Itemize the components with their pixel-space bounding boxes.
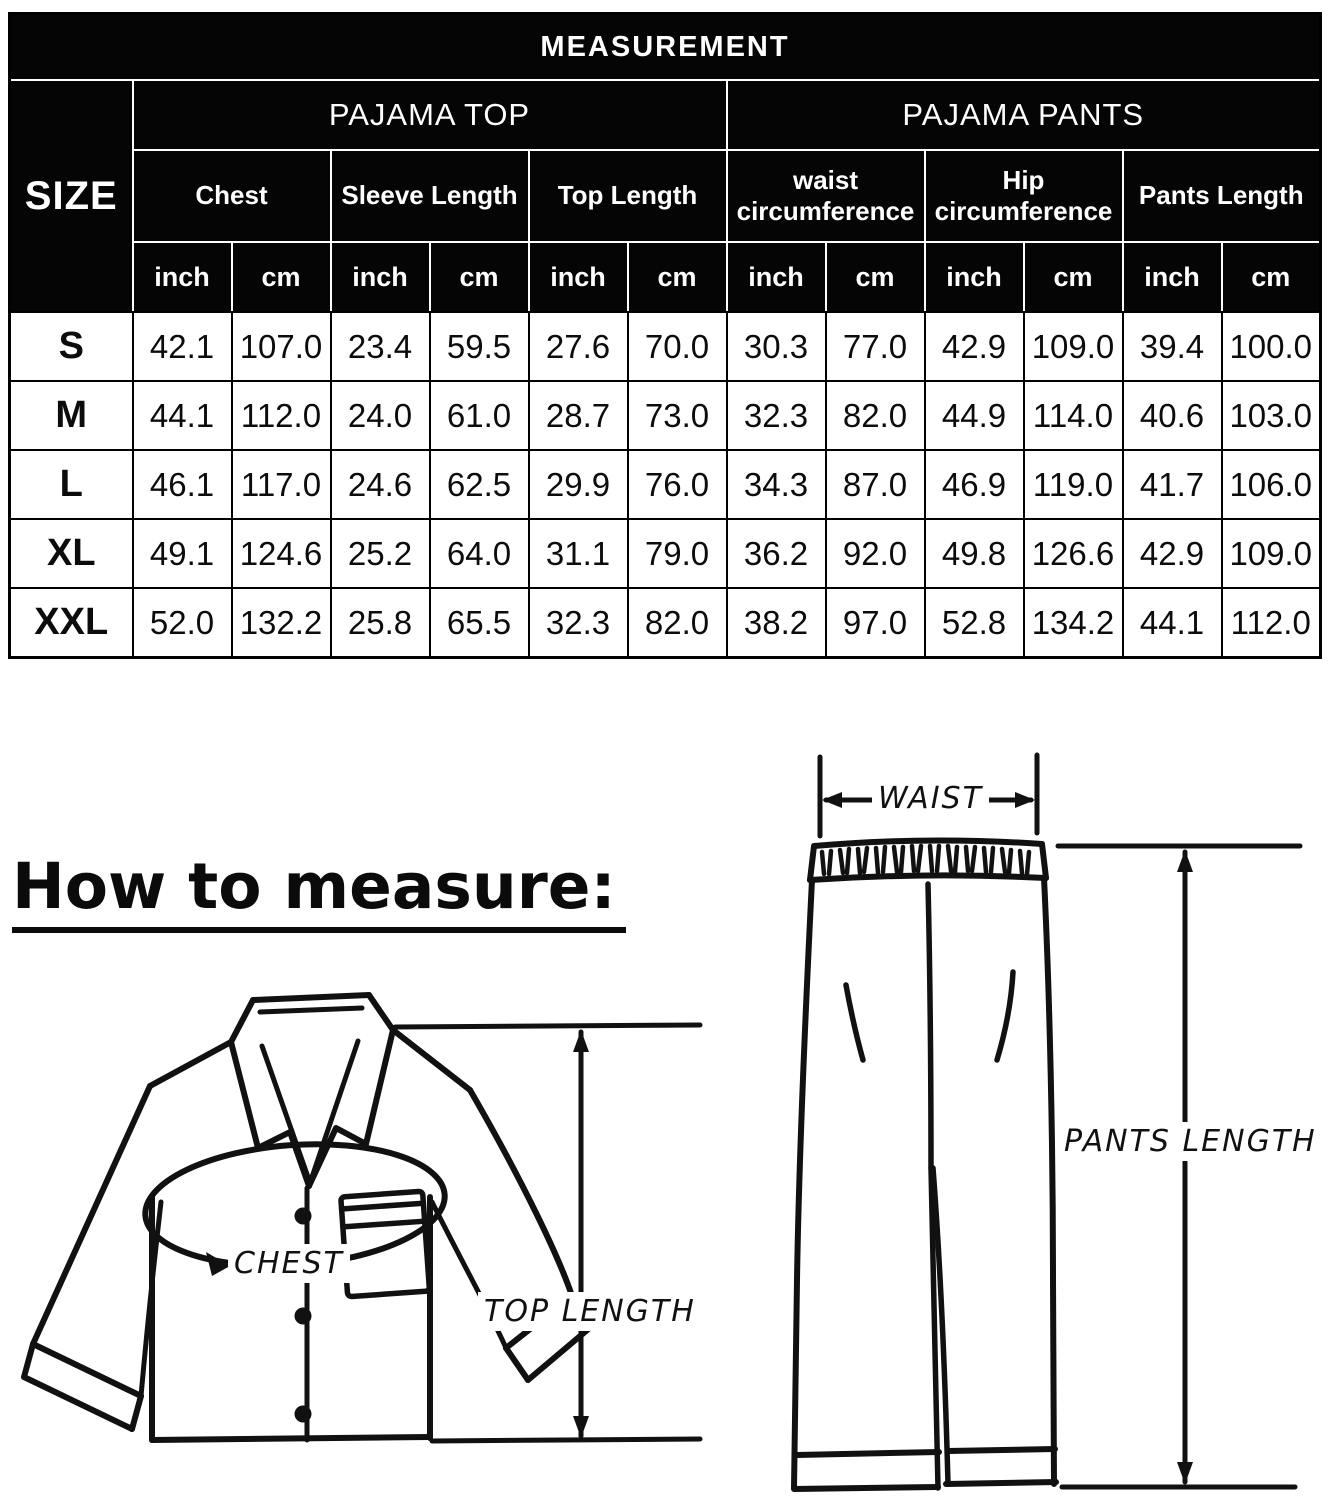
unit-header: inch [331,242,430,312]
measurement-value: 34.3 [727,450,826,519]
measurement-value: 132.2 [232,588,331,658]
measurement-value: 41.7 [1123,450,1222,519]
measurement-value: 25.8 [331,588,430,658]
size-label: L [10,450,133,519]
measurement-value: 49.8 [925,519,1024,588]
measurement-value: 46.9 [925,450,1024,519]
measurement-value: 44.9 [925,381,1024,450]
size-label: XXL [10,588,133,658]
unit-header: cm [232,242,331,312]
button-dot [295,1406,312,1423]
garment-group-row [10,80,1321,150]
measurement-value: 29.9 [529,450,628,519]
column-header: Top Length [529,150,727,242]
column-header: Hip circumference [925,150,1123,242]
column-header: Sleeve Length [331,150,529,242]
measurement-value: 114.0 [1024,381,1123,450]
measurement-value: 38.2 [727,588,826,658]
pants-length-label: PANTS LENGTH [1058,1122,1323,1161]
measurement-value: 134.2 [1024,588,1123,658]
unit-header: inch [727,242,826,312]
size-row [10,381,1321,450]
column-header: Chest [133,150,331,242]
size-label: S [10,312,133,381]
unit-header: inch [529,242,628,312]
measurement-value: 40.6 [1123,381,1222,450]
measurement-value: 109.0 [1024,312,1123,381]
button-dot [295,1208,312,1225]
measurement-value: 27.6 [529,312,628,381]
measurement-value: 77.0 [826,312,925,381]
measurement-value: 124.6 [232,519,331,588]
measure-illustration [0,700,1330,1500]
measurement-value: 23.4 [331,312,430,381]
measurement-value: 52.8 [925,588,1024,658]
measurement-value: 119.0 [1024,450,1123,519]
pajama-pants-group-header: PAJAMA PANTS [727,80,1321,150]
measurement-value: 44.1 [1123,588,1222,658]
how-to-measure-heading: How to measure: [12,850,626,933]
measurement-value: 42.9 [1123,519,1222,588]
measurement-value: 49.1 [133,519,232,588]
unit-header: inch [1123,242,1222,312]
size-row [10,519,1321,588]
column-header-row [10,150,1321,242]
pajama-pants-drawing [794,840,1056,1489]
measurement-value: 112.0 [232,381,331,450]
measurement-value: 87.0 [826,450,925,519]
unit-header: cm [430,242,529,312]
pajama-top-drawing [24,995,592,1440]
measurement-value: 82.0 [826,381,925,450]
measurement-value: 32.3 [529,588,628,658]
measurement-value: 79.0 [628,519,727,588]
measurement-value: 126.6 [1024,519,1123,588]
measurement-value: 106.0 [1222,450,1321,519]
measurement-value: 73.0 [628,381,727,450]
measurement-value: 36.2 [727,519,826,588]
pants-length-measure [1058,846,1300,1487]
measurement-value: 32.3 [727,381,826,450]
unit-header: cm [1024,242,1123,312]
title-row [10,14,1321,81]
column-header: waist circumference [727,150,925,242]
measurement-value: 103.0 [1222,381,1321,450]
top-length-label: TOP LENGTH [478,1292,702,1331]
measurement-value: 61.0 [430,381,529,450]
measurement-value: 42.9 [925,312,1024,381]
measurement-value: 62.5 [430,450,529,519]
pocket [341,1191,430,1296]
unit-header: cm [826,242,925,312]
measurement-value: 100.0 [1222,312,1321,381]
measurement-value: 64.0 [430,519,529,588]
unit-header: cm [628,242,727,312]
measurement-value: 24.0 [331,381,430,450]
measurement-value: 59.5 [430,312,529,381]
waist-label: WAIST [872,779,989,818]
measurement-value: 65.5 [430,588,529,658]
unit-header: inch [925,242,1024,312]
table-title: MEASUREMENT [10,14,1321,81]
measurement-value: 107.0 [232,312,331,381]
size-row [10,312,1321,381]
measurement-value: 28.7 [529,381,628,450]
measurement-table [8,12,1322,659]
measurement-value: 39.4 [1123,312,1222,381]
size-table-body [10,312,1321,658]
unit-header: cm [1222,242,1321,312]
measurement-value: 76.0 [628,450,727,519]
measurement-value: 44.1 [133,381,232,450]
size-column-header: SIZE [10,80,133,312]
unit-header: inch [133,242,232,312]
measurement-value: 109.0 [1222,519,1321,588]
measurement-value: 70.0 [628,312,727,381]
measurement-value: 97.0 [826,588,925,658]
pajama-top-group-header: PAJAMA TOP [133,80,727,150]
button-dot [295,1308,312,1325]
measurement-value: 31.1 [529,519,628,588]
size-label: XL [10,519,133,588]
measurement-value: 30.3 [727,312,826,381]
unit-header-row [10,242,1321,312]
chest-arrowhead [206,1252,230,1276]
measurement-value: 24.6 [331,450,430,519]
measurement-value: 117.0 [232,450,331,519]
measurement-value: 112.0 [1222,588,1321,658]
measurement-value: 25.2 [331,519,430,588]
size-row [10,588,1321,658]
measurement-value: 92.0 [826,519,925,588]
chest-label: CHEST [228,1244,350,1283]
measurement-value: 46.1 [133,450,232,519]
size-row [10,450,1321,519]
measurement-value: 52.0 [133,588,232,658]
size-label: M [10,381,133,450]
measurement-value: 42.1 [133,312,232,381]
measurement-value: 82.0 [628,588,727,658]
column-header: Pants Length [1123,150,1321,242]
